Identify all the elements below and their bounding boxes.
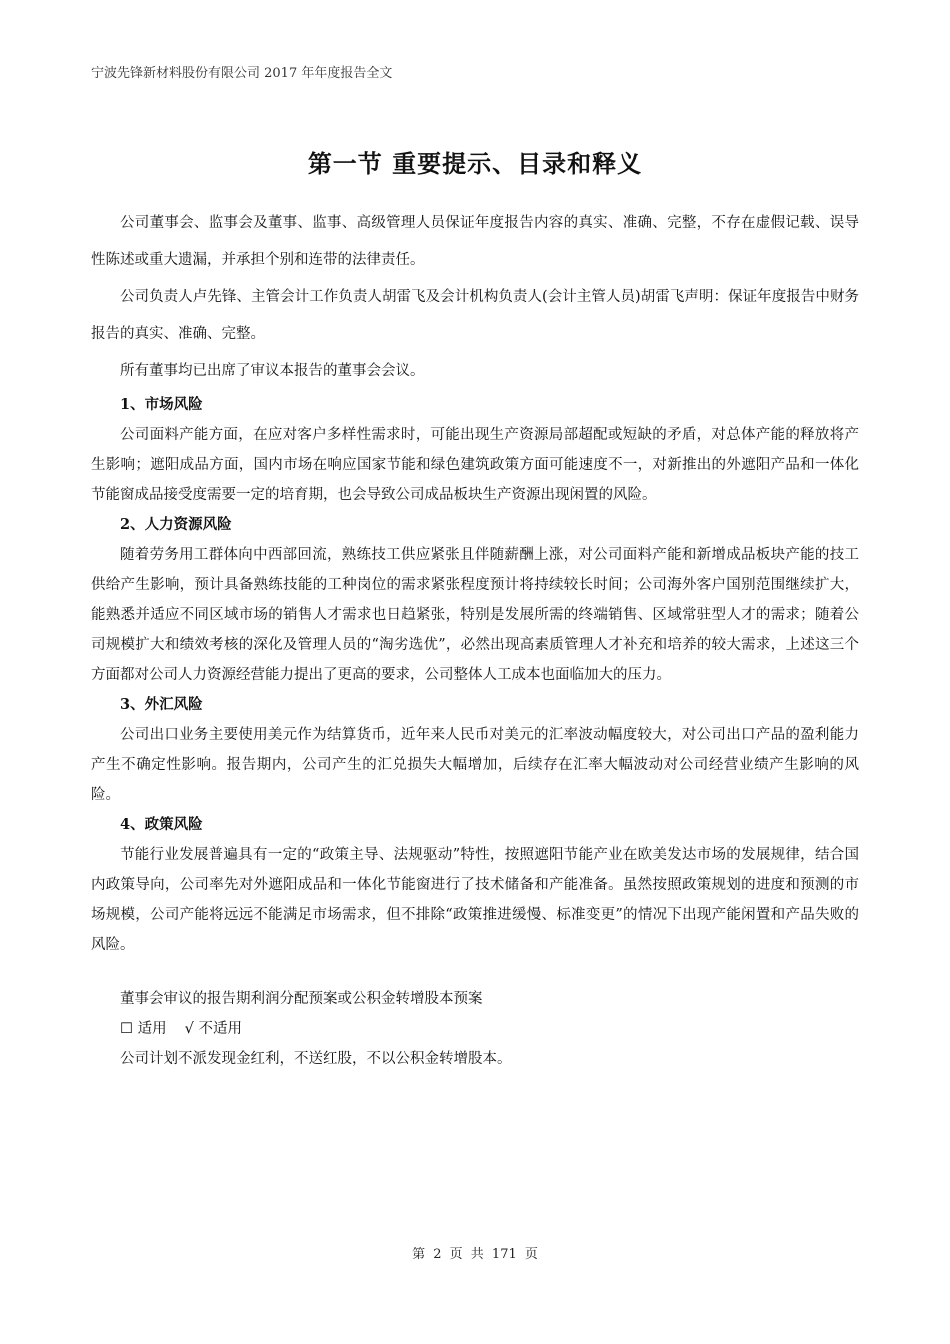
document-body	[91, 205, 859, 1074]
intro-paragraph-3: 所有董事均已出席了审议本报告的董事会会议。	[120, 363, 425, 379]
page-footer: 第 2 页 共 171 页	[412, 1247, 538, 1262]
risk-heading-market: 1、市场风险	[120, 396, 203, 413]
risk-heading-policy: 4、政策风险	[120, 816, 203, 833]
risk-heading-fx: 3、外汇风险	[120, 696, 203, 713]
option-applicable: ☐ 适用	[120, 1021, 167, 1037]
option-not-applicable: √ 不适用	[184, 1021, 242, 1037]
intro-paragraph-2: 公司负责人卢先锋、主管会计工作负责人胡雷飞及会计机构负责人(会计主管人员)胡雷飞声明：保证年度报告中财务报告的真实、准确、完整。	[91, 289, 859, 342]
risk-text-policy: 节能行业发展普遍具有一定的“政策主导、法规驱动”特性，按照遮阳节能产业在欧美发达市场的发展规律，结合国内政策导向，公司率先对外遮阳成品和一体化节能窗进行了技术储备和产能准备。虽然按照政策规划的进度和预测的市场规模，公司产能将远远不能满足市场需求，但不排除“政策推进缓慢、标准变更”的情况下出现产能闲置和产品失败的风险。	[91, 847, 859, 953]
section-spacer	[91, 960, 859, 984]
dividend-options	[91, 1014, 859, 1044]
risk-heading-hr: 2、人力资源风险	[120, 516, 232, 533]
intro-paragraph-1: 公司董事会、监事会及董事、监事、高级管理人员保证年度报告内容的真实、准确、完整，不存在虚假记载、误导性陈述或重大遗漏，并承担个别和连带的法律责任。	[91, 215, 859, 268]
risk-text-hr: 随着劳务用工群体向中西部回流，熟练技工供应紧张且伴随薪酬上涨，对公司面料产能和新增成品板块产能的技工供给产生影响，预计具备熟练技能的工种岗位的需求紧张程度预计将持续较长时间；公司海外客户国别范围继续扩大，能熟悉并适应不同区域市场的销售人才需求也日趋紧张，特别是发展所需的终端销售、区域常驻型人才的需求；随着公司规模扩大和绩效考核的深化及管理人员的“淘劣选优”，必然出现高素质管理人才补充和培养的较大需求，上述这三个方面都对公司人力资源经营能力提出了更高的要求，公司整体人工成本也面临加大的压力。	[91, 547, 859, 683]
risk-text-fx: 公司出口业务主要使用美元作为结算货币，近年来人民币对美元的汇率波动幅度较大，对公司出口产品的盈利能力产生不确定性影响。报告期内，公司产生的汇兑损失大幅增加，后续存在汇率大幅波动对公司经营业绩产生影响的风险。	[91, 727, 859, 803]
risk-text-market: 公司面料产能方面，在应对客户多样性需求时，可能出现生产资源局部超配或短缺的矛盾，对总体产能的释放将产生影响；遮阳成品方面，国内市场在响应国家节能和绿色建筑政策方面可能速度不一，对新推出的外遮阳产品和一体化节能窗成品接受度需要一定的培育期，也会导致公司成品板块生产资源出现闲置的风险。	[91, 427, 859, 503]
dividend-statement: 公司计划不派发现金红利，不送红股，不以公积金转增股本。	[120, 1051, 512, 1067]
page-header: 宁波先锋新材料股份有限公司 2017 年年度报告全文	[91, 66, 393, 81]
dividend-title: 董事会审议的报告期利润分配预案或公积金转增股本预案	[120, 991, 483, 1007]
section-title: 第一节 重要提示、目录和释义	[307, 150, 643, 178]
